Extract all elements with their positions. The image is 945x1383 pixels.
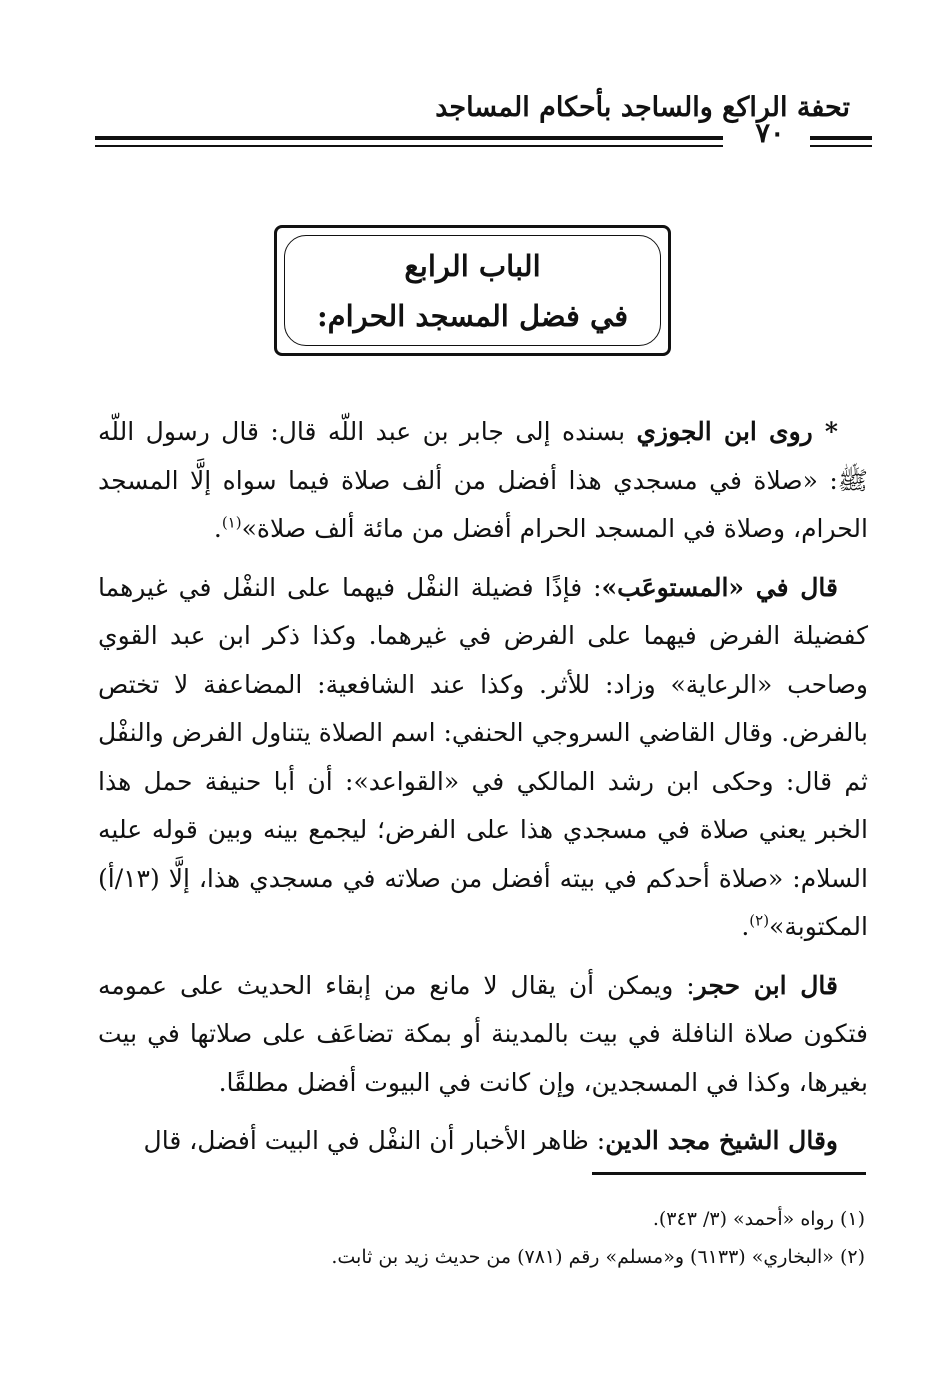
paragraph-lead: * روى ابن الجوزي: [636, 417, 838, 446]
chapter-number: الباب الرابع: [404, 248, 541, 283]
header-rule-left-thick: [810, 136, 872, 140]
chapter-subject: في فضل المسجد الحرام:: [316, 298, 629, 333]
main-text: [98, 408, 868, 1176]
chapter-title-box: [274, 225, 671, 356]
footnote-ref-2: (٢): [749, 911, 770, 930]
chapter-title-inner-frame: [284, 235, 661, 346]
paragraph-ibn-al-jawzi: [98, 408, 868, 554]
paragraph-al-mustawab: [98, 564, 868, 952]
footnote-1: (١) رواه «أحمد» (٣/ ٣٤٣).: [652, 1208, 865, 1230]
footnotes: [165, 1200, 865, 1276]
paragraph-text: : فإذًا فضيلة النفْل فيهما على النفْل في غيرهما كفضيلة الفرض فيهما على الفرض في غيرهما. وكذا ذكر ابن عبد القوي وصاحب «الرعاية» وزاد: للأثر. وكذا عند الشافعية: المضاعفة لا تختص بالفرض. وقال القاضي السروجي الحنفي: اسم الصلاة يتناول الفرض والنفْل ثم قال: وحكى ابن رشد المالكي في «القواعد»: أن أبا حنيفة حمل هذا الخبر يعني صلاة في مسجدي هذا على الفرض؛ ليجمع بينه وبين قوله عليه السلام: «صلاة أحدكم في بيته أفضل من صلاته في مسجدي هذا، إلَّا (١٣/أ) المكتوبة»: [98, 572, 868, 941]
page-number: ٧٠: [755, 118, 785, 149]
paragraph-text: : ويمكن أن يقال لا مانع من إبقاء الحديث على عمومه فتكون صلاة النافلة في بيت بالمدينة أو بمكة تضاعَف على صلاتها في بيت بغيرها، وكذا في المسجدين، وإن كانت في البيوت أفضل مطلقًا.: [98, 970, 868, 1097]
paragraph-lead: قال ابن حجر: [694, 970, 839, 1000]
footnote-separator: [592, 1172, 866, 1175]
footnote-ref-1: (١): [221, 513, 242, 532]
header-rule-right-thin: [95, 145, 723, 147]
header-rule-left-thin: [810, 145, 872, 147]
header-rule-right-thick: [95, 136, 723, 140]
footnote-2: (٢) «البخاري» (٦١٣٣) و«مسلم» رقم (٧٨١) من حديث زيد بن ثابت.: [331, 1246, 865, 1268]
paragraph-tail: .: [741, 912, 750, 941]
running-header-title: تحفة الراكع والساجد بأحكام المساجد: [435, 92, 850, 123]
paragraph-lead: وقال الشيخ مجد الدين: [605, 1126, 838, 1155]
paragraph-text: : ظاهر الأخبار أن النفْل في البيت أفضل، قال: [143, 1126, 606, 1155]
paragraph-majd-al-din: [98, 1117, 868, 1166]
paragraph-text: بسنده إلى جابر بن عبد اللّه قال: قال رسول اللّه ﷺ: «صلاة في مسجدي هذا أفضل من ألف صلاة فيما سواه إلَّا المسجد الحرام، وصلاة في المسجد الحرام أفضل من مائة ألف صلاة»: [98, 417, 868, 543]
paragraph-lead: قال في «المستوعَب»: [601, 572, 838, 602]
paragraph-ibn-hajar: [98, 962, 868, 1108]
paragraph-tail: .: [213, 514, 222, 543]
